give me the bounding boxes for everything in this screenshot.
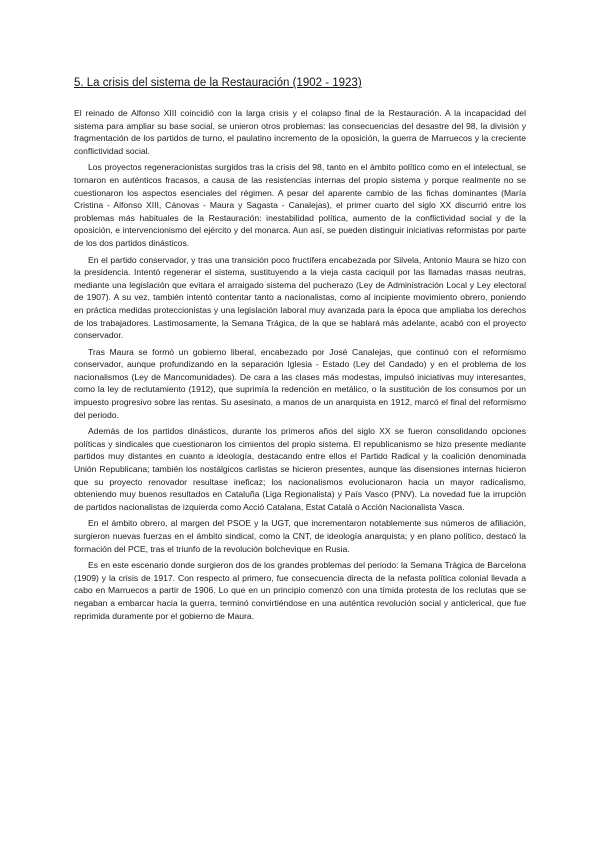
- paragraph-partido-conservador: En el partido conservador, y tras una transición poco fructífera encabezada por Silvela, Antonio Maura se hizo con la presidencia. Intentó regenerar el sistema, sustituyendo a la vieja casta caciquil por las llamadas masas neutras, mediante una legislación que evitara el arraigado sistema del pucherazo (Ley de Administración Local y Ley electoral de 1907). A su vez, también intentó contentar tanto a nacionalistas, como al incipiente movimiento obrero, poniendo en práctica medidas proteccionistas y una legislación laboral muy avanzada para la época que ampliaba los derechos de los trabajadores. Lastimosamente, la Semana Trágica, de la que se hablará más adelante, acabó con el proyecto conservador.: [74, 254, 526, 341]
- paragraph-canalejas: Tras Maura se formó un gobierno liberal, encabezado por José Canalejas, que continuó con el reformismo conservador, aunque profundizando en la separación Iglesia - Estado (Ley del Candado) y en el problema de los nacionalismos (Ley de Mancomunidades). De cara a las clases más modestas, impulsó iniciativas muy interesantes, como la ley de reclutamiento (1912), que suprimía la redención en metálico, o la sustitución de los consumos por un impuesto progresivo sobre las rentas. Su asesinato, a manos de un anarquista en 1912, marcó el final del reformismo del periodo.: [74, 346, 526, 420]
- page-title: 5. La crisis del sistema de la Restauración (1902 - 1923): [74, 77, 362, 89]
- paragraph-ambito-obrero: En el ámbito obrero, al margen del PSOE y la UGT, que incrementaron notablemente sus números de afiliación, surgieron nuevas fuerzas en el ámbito sindical, como la CNT, de ideología anarquista; y en plano político, destacó la formación del PCE, tras el triunfo de la revolución bolchevique en Rusia.: [74, 518, 526, 554]
- paragraph-oposicion: Además de los partidos dinásticos, durante los primeros años del siglo XX se fueron consolidando opciones políticas y sindicales que cuestionaron los cimientos del propio sistema. El republicanismo se hizo presente mediante partidos muy distantes en cuanto a ideología, destacando entre ellos el Partido Radical y la coalición denominada Unión Republicana; también los nostálgicos carlistas se hicieron presentes, aunque las disensiones internas hicieron que su proyecto renovador resultase ineficaz; los nacionalismos evolucionaron hacia un mayor radicalismo, obteniendo muy buenos resultados en Cataluña (Liga Regionalista) y País Vasco (PNV). La novedad fue la irrupción de partidos nacionalistas de izquierda como Acció Catalana, Estat Català o Acción Nacionalista Vasca.: [74, 426, 526, 512]
- paragraph-regeneracionismo: Los proyectos regeneracionistas surgidos tras la crisis del 98, tanto en el ámbito político como en el intelectual, se tornaron en auténticos fracasos, a causa de las resistencias internas del propio sistema y porque realmente no se cuestionaron los aspectos esenciales del régimen. A pesar del aparente cambio de las fichas dominantes (María Cristina - Alfonso XIII, Cánovas - Maura y Sagasta - Canalejas), el primer cuarto del siglo XX discurrió entre los problemas más habituales de la Restauración: inestabilidad política, aumento de la conflictividad social y de la oposición, e intervencionismo del ejército y del monarca. Aun así, se pueden distinguir iniciativas reformistas por parte de los dos partidos dinásticos.: [74, 162, 526, 248]
- paragraph-semana-tragica: Es en este escenario donde surgieron dos de los grandes problemas del periodo: la Semana Trágica de Barcelona (1909) y la crisis de 1917. Con respecto al primero, fue consecuencia directa de la nefasta política colonial llevada a cabo en Marruecos a partir de 1906. Lo que en un principio comenzó con una tímida protesta de los reclutas que se negaban a embarcar hacia la guerra, terminó convirtiéndose en una auténtica revolución social y anticlerical, que fue reprimida duramente por el gobierno de Maura.: [74, 560, 526, 621]
- document-body: [74, 76, 526, 626]
- paragraph-intro: El reinado de Alfonso XIII coincidió con la larga crisis y el colapso final de la Restauración. A la incapacidad del sistema para ampliar su base social, se unieron otros problemas: las consecuencias del desastre del 98, la división y fragmentación de los partidos de turno, el paulatino incremento de la oposición, la guerra de Marruecos y la creciente conflictividad social.: [74, 108, 526, 156]
